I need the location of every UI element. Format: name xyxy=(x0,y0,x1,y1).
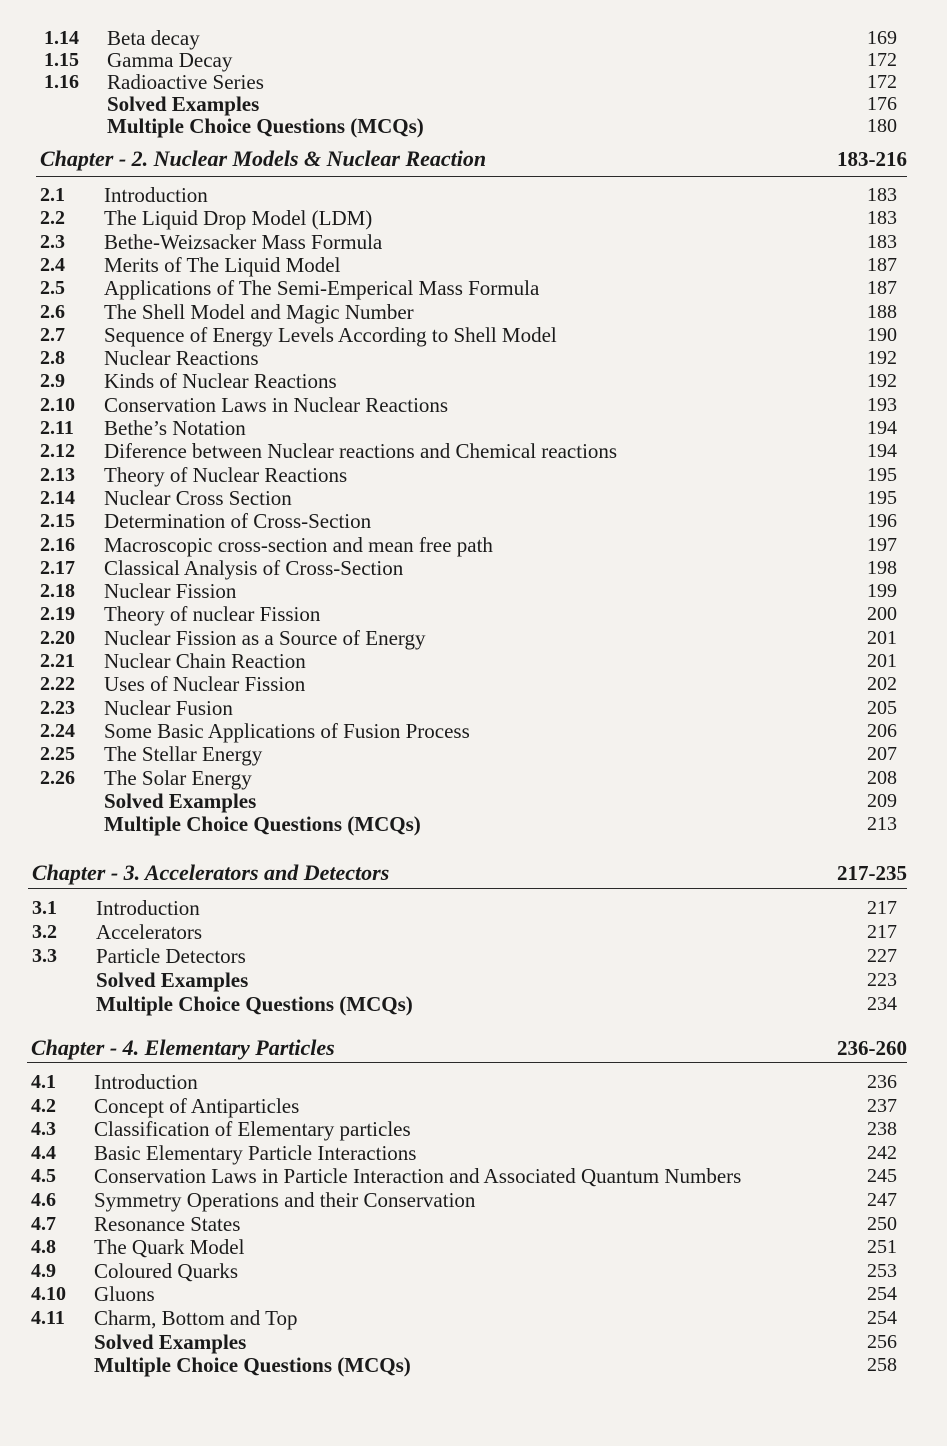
toc-entry xyxy=(0,1118,947,1141)
section-title: Gamma Decay xyxy=(107,48,233,72)
toc-entry xyxy=(0,603,947,626)
section-title: Solved Examples xyxy=(107,92,260,116)
page-number: 223 xyxy=(867,969,897,991)
page-number: 198 xyxy=(867,557,897,579)
section-number: 3.3 xyxy=(32,945,57,967)
page-number: 194 xyxy=(867,440,897,462)
toc-entry xyxy=(0,510,947,533)
section-number: 4.1 xyxy=(31,1071,56,1093)
toc-entry xyxy=(0,115,947,138)
page-number: 188 xyxy=(867,301,897,323)
page-number: 237 xyxy=(867,1095,897,1117)
page-number: 169 xyxy=(867,27,897,49)
page-number: 195 xyxy=(867,464,897,486)
page-number: 213 xyxy=(867,813,897,835)
page-number: 208 xyxy=(867,767,897,789)
toc-entry xyxy=(0,347,947,370)
page-number: 197 xyxy=(867,534,897,556)
section-number: 4.2 xyxy=(31,1095,56,1117)
chapter-divider xyxy=(28,888,907,889)
toc-entry xyxy=(0,1095,947,1118)
section-number: 1.14 xyxy=(44,27,79,49)
section-title: Radioactive Series xyxy=(107,70,264,94)
page-number: 217 xyxy=(867,921,897,943)
toc-entry xyxy=(0,743,947,766)
toc-entry xyxy=(0,394,947,417)
section-number: 2.18 xyxy=(40,580,75,602)
section-title: Theory of Nuclear Reactions xyxy=(104,463,348,487)
toc-entry xyxy=(0,207,947,230)
section-title: Determination of Cross-Section xyxy=(104,509,372,533)
page-number: 227 xyxy=(867,945,897,967)
section-title: Symmetry Operations and their Conservation xyxy=(94,1188,476,1212)
page-number: 190 xyxy=(867,324,897,346)
section-number: 2.24 xyxy=(40,720,75,742)
section-title: Coloured Quarks xyxy=(94,1259,239,1283)
page-number: 193 xyxy=(867,394,897,416)
section-title: Nuclear Cross Section xyxy=(104,486,292,510)
section-title: Nuclear Chain Reaction xyxy=(104,649,306,673)
page-number: 217 xyxy=(867,897,897,919)
section-title: Bethe-Weizsacker Mass Formula xyxy=(104,230,383,254)
section-title: The Stellar Energy xyxy=(104,742,263,766)
section-title: Introduction xyxy=(94,1070,198,1094)
section-title: Merits of The Liquid Model xyxy=(104,253,341,277)
page-number: 201 xyxy=(867,650,897,672)
toc-entry xyxy=(0,790,947,813)
section-title: Some Basic Applications of Fusion Process xyxy=(104,719,470,743)
page-number: 187 xyxy=(867,254,897,276)
toc-entry xyxy=(0,1071,947,1094)
section-number: 4.6 xyxy=(31,1189,56,1211)
chapter-page-range: 236-260 xyxy=(837,1036,907,1060)
section-number: 2.8 xyxy=(40,347,65,369)
section-title: Macroscopic cross-section and mean free path xyxy=(104,533,493,557)
section-title: Theory of nuclear Fission xyxy=(104,602,321,626)
toc-entry xyxy=(0,921,947,944)
section-title: Gluons xyxy=(94,1282,155,1306)
page-number: 201 xyxy=(867,627,897,649)
toc-entry xyxy=(0,254,947,277)
section-title: Beta decay xyxy=(107,26,200,50)
section-title: Nuclear Fission xyxy=(104,579,237,603)
page-number: 194 xyxy=(867,417,897,439)
page-number: 192 xyxy=(867,370,897,392)
toc-entry xyxy=(0,993,947,1016)
toc-entry xyxy=(0,370,947,393)
page-number: 245 xyxy=(867,1165,897,1187)
page-number: 202 xyxy=(867,673,897,695)
section-title: Multiple Choice Questions (MCQs) xyxy=(94,1353,411,1377)
section-title: Multiple Choice Questions (MCQs) xyxy=(104,812,421,836)
toc-entry xyxy=(0,464,947,487)
toc-entry xyxy=(0,440,947,463)
section-number: 2.2 xyxy=(40,207,65,229)
toc-entry xyxy=(0,1331,947,1354)
chapter-heading xyxy=(0,144,947,174)
section-title: Kinds of Nuclear Reactions xyxy=(104,369,337,393)
section-title: Classification of Elementary particles xyxy=(94,1117,411,1141)
page-number: 176 xyxy=(867,93,897,115)
section-title: Solved Examples xyxy=(94,1330,247,1354)
section-number: 4.3 xyxy=(31,1118,56,1140)
page-number: 183 xyxy=(867,231,897,253)
chapter-heading xyxy=(0,858,947,888)
chapter-title: Chapter - 3. Accelerators and Detectors xyxy=(32,860,390,885)
toc-entry xyxy=(0,1236,947,1259)
page-number: 187 xyxy=(867,277,897,299)
page-number: 206 xyxy=(867,720,897,742)
toc-entry xyxy=(0,71,947,94)
section-number: 2.6 xyxy=(40,301,65,323)
toc-entry xyxy=(0,969,947,992)
section-number: 2.10 xyxy=(40,394,75,416)
section-title: Applications of The Semi-Emperical Mass Formula xyxy=(104,276,540,300)
toc-entry xyxy=(0,534,947,557)
section-title: The Quark Model xyxy=(94,1235,245,1259)
section-number: 4.5 xyxy=(31,1165,56,1187)
page-number: 192 xyxy=(867,347,897,369)
section-number: 2.25 xyxy=(40,743,75,765)
section-number: 3.1 xyxy=(32,897,57,919)
toc-entry xyxy=(0,1165,947,1188)
section-number: 2.17 xyxy=(40,557,75,579)
section-title: Bethe’s Notation xyxy=(104,416,246,440)
section-number: 2.1 xyxy=(40,184,65,206)
section-number: 2.5 xyxy=(40,277,65,299)
chapter-heading xyxy=(0,1033,947,1063)
section-title: Introduction xyxy=(104,183,208,207)
page-number: 199 xyxy=(867,580,897,602)
page-number: 209 xyxy=(867,790,897,812)
toc-entry xyxy=(0,324,947,347)
toc-entry xyxy=(0,1260,947,1283)
toc-entry xyxy=(0,557,947,580)
section-title: Nuclear Reactions xyxy=(104,346,259,370)
toc-entry xyxy=(0,1189,947,1212)
section-title: Charm, Bottom and Top xyxy=(94,1306,298,1330)
page-number: 256 xyxy=(867,1331,897,1353)
toc-entry xyxy=(0,720,947,743)
section-number: 2.4 xyxy=(40,254,65,276)
section-number: 4.8 xyxy=(31,1236,56,1258)
section-number: 2.3 xyxy=(40,231,65,253)
toc-entry xyxy=(0,417,947,440)
section-number: 2.23 xyxy=(40,697,75,719)
section-number: 2.22 xyxy=(40,673,75,695)
section-title: Introduction xyxy=(96,896,200,920)
page-number: 183 xyxy=(867,207,897,229)
section-number: 2.21 xyxy=(40,650,75,672)
page-number: 196 xyxy=(867,510,897,532)
section-number: 4.9 xyxy=(31,1260,56,1282)
chapter-divider xyxy=(36,176,907,177)
chapter-page-range: 217-235 xyxy=(837,861,907,885)
section-title: The Liquid Drop Model (LDM) xyxy=(104,206,373,230)
chapter-divider xyxy=(27,1062,907,1063)
section-number: 2.19 xyxy=(40,603,75,625)
section-title: Accelerators xyxy=(96,920,203,944)
page-number: 253 xyxy=(867,1260,897,1282)
section-number: 4.4 xyxy=(31,1142,56,1164)
section-title: Concept of Antiparticles xyxy=(94,1094,300,1118)
section-number: 2.11 xyxy=(40,417,74,439)
toc-entry xyxy=(0,767,947,790)
section-title: Multiple Choice Questions (MCQs) xyxy=(96,992,413,1016)
section-title: Basic Elementary Particle Interactions xyxy=(94,1141,417,1165)
toc-entry xyxy=(0,1213,947,1236)
page-number: 183 xyxy=(867,184,897,206)
section-number: 4.11 xyxy=(31,1307,65,1329)
page-number: 254 xyxy=(867,1283,897,1305)
page-number: 172 xyxy=(867,71,897,93)
page-number: 207 xyxy=(867,743,897,765)
toc-entry xyxy=(0,650,947,673)
chapter-title: Chapter - 4. Elementary Particles xyxy=(31,1035,335,1060)
page-number: 242 xyxy=(867,1142,897,1164)
page-number: 247 xyxy=(867,1189,897,1211)
toc-entry xyxy=(0,301,947,324)
toc-entry xyxy=(0,231,947,254)
toc-entry xyxy=(0,697,947,720)
section-title: Classical Analysis of Cross-Section xyxy=(104,556,404,580)
toc-entry xyxy=(0,673,947,696)
page-number: 234 xyxy=(867,993,897,1015)
section-number: 4.10 xyxy=(31,1283,66,1305)
page-number: 251 xyxy=(867,1236,897,1258)
page-number: 180 xyxy=(867,115,897,137)
toc-entry xyxy=(0,1283,947,1306)
section-number: 2.16 xyxy=(40,534,75,556)
section-number: 2.12 xyxy=(40,440,75,462)
section-number: 1.16 xyxy=(44,71,79,93)
section-number: 2.7 xyxy=(40,324,65,346)
section-title: Conservation Laws in Particle Interaction and Associated Quantum Numbers xyxy=(94,1164,742,1188)
section-title: Particle Detectors xyxy=(96,944,246,968)
toc-entry xyxy=(0,813,947,836)
section-number: 2.26 xyxy=(40,767,75,789)
section-title: Uses of Nuclear Fission xyxy=(104,672,306,696)
page-number: 254 xyxy=(867,1307,897,1329)
section-number: 2.20 xyxy=(40,627,75,649)
section-title: Diference between Nuclear reactions and Chemical reactions xyxy=(104,439,618,463)
chapter-title: Chapter - 2. Nuclear Models & Nuclear Reaction xyxy=(40,146,487,171)
section-title: Multiple Choice Questions (MCQs) xyxy=(107,114,424,138)
page-number: 205 xyxy=(867,697,897,719)
section-title: The Solar Energy xyxy=(104,766,252,790)
section-number: 2.15 xyxy=(40,510,75,532)
toc-entry xyxy=(0,897,947,920)
page-number: 172 xyxy=(867,49,897,71)
section-number: 2.14 xyxy=(40,487,75,509)
toc-entry xyxy=(0,184,947,207)
section-title: Solved Examples xyxy=(104,789,257,813)
section-number: 4.7 xyxy=(31,1213,56,1235)
section-title: Nuclear Fission as a Source of Energy xyxy=(104,626,426,650)
page-number: 258 xyxy=(867,1354,897,1376)
toc-entry xyxy=(0,1142,947,1165)
section-title: Conservation Laws in Nuclear Reactions xyxy=(104,393,449,417)
toc-entry xyxy=(0,580,947,603)
toc-entry xyxy=(0,1354,947,1377)
toc-entry xyxy=(0,93,947,116)
section-number: 2.9 xyxy=(40,370,65,392)
toc-entry xyxy=(0,27,947,50)
section-title: The Shell Model and Magic Number xyxy=(104,300,414,324)
section-title: Sequence of Energy Levels According to Shell Model xyxy=(104,323,557,347)
toc-entry xyxy=(0,487,947,510)
section-number: 2.13 xyxy=(40,464,75,486)
page-number: 236 xyxy=(867,1071,897,1093)
section-number: 3.2 xyxy=(32,921,57,943)
toc-entry xyxy=(0,49,947,72)
page-number: 200 xyxy=(867,603,897,625)
section-title: Solved Examples xyxy=(96,968,249,992)
toc-entry xyxy=(0,1307,947,1330)
section-title: Resonance States xyxy=(94,1212,241,1236)
page-number: 195 xyxy=(867,487,897,509)
chapter-page-range: 183-216 xyxy=(837,147,907,171)
section-title: Nuclear Fusion xyxy=(104,696,233,720)
toc-entry xyxy=(0,277,947,300)
toc-entry xyxy=(0,627,947,650)
page-number: 250 xyxy=(867,1213,897,1235)
page-number: 238 xyxy=(867,1118,897,1140)
section-number: 1.15 xyxy=(44,49,79,71)
toc-entry xyxy=(0,945,947,968)
